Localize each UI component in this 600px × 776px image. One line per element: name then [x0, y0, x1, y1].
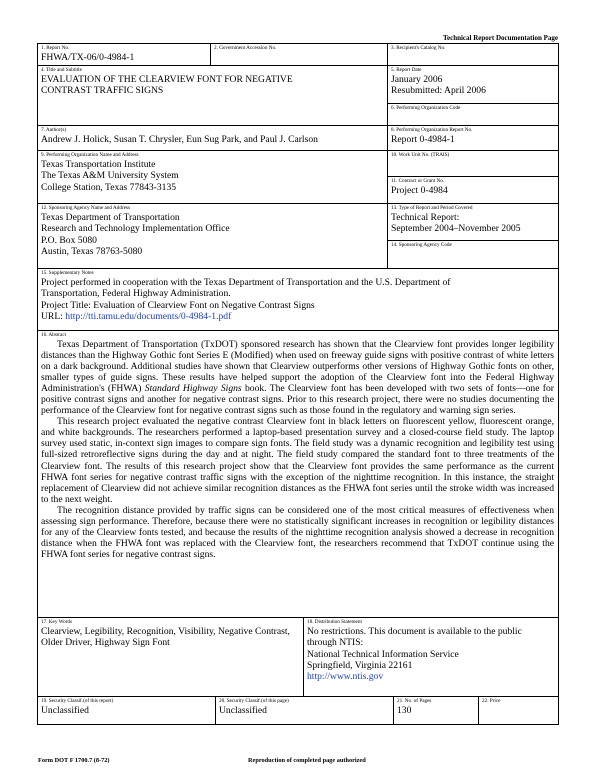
field-recipient-catalog — [388, 44, 558, 65]
sponsoring-agency-line-4: Austin, Texas 78763-5080 — [41, 245, 143, 257]
field-num-pages — [394, 697, 479, 724]
authors-value: Andrew J. Holick, Susan T. Chrysler, Eun Sug Park, and Paul J. Carlson — [41, 134, 318, 145]
performing-org-line-3: College Station, Texas 77843-3135 — [41, 181, 177, 193]
supplementary-line-1: Project performed in cooperation with the Texas Department of Transportation and the U.S. Department of — [41, 277, 451, 288]
field-performing-org-report — [388, 126, 558, 150]
performing-org-report-label: 8. Performing Organization Report No. — [391, 127, 473, 133]
distribution-line-1: No restrictions. This document is available to the public — [307, 626, 522, 637]
field-report-no — [38, 44, 211, 65]
abstract-p1-part-a: Texas Department of Transportation (TxDOT) sponsored research has shown that the Clearview font provides longer legibility distances than the Highway Gothic font Series E (Modified) when used on freeway guide signs with positive contrast of white letters on a dark background. Additional studies have shown that Clearview outperforms other versions of Highway Gothic fonts on other, smaller types of guide signs. These results have helped support the adoption of the Clearview font into the Federal Highway Administration's (FHWA) — [41, 339, 554, 395]
title-line-1: EVALUATION OF THE CLEARVIEW FONT FOR NEGATIVE — [41, 74, 293, 85]
security-page-label: 20. Security Classif.(of this page) — [219, 698, 289, 704]
abstract-paragraph-2: This research project evaluated the negative contrast Clearview font in black letters on fluorescent yellow, fluorescent orange, and white backgrounds. The researchers performed a laptop-based presentation survey and a closed-course field study. The laptop survey used static, in-context sign images to compare sign fonts. The field study was a dynamic recognition and legibility test using full-sized retroreflective signs during the day and at night. The field study compared the standard font to three treatments of the Clearview font. The results of this research project show that the Clearview font provides the same performance as the current FHWA font series for negative contrast traffic signs with the exception of the nighttime recognition. In this instance, the straight replacement of Clearview did not achieve similar recognition distances as the FHWA font series until the stroke width was increased to the next weight. — [41, 416, 554, 505]
row-supplementary — [38, 269, 558, 331]
row-keywords-distribution — [38, 618, 558, 697]
report-no-value: FHWA/TX-06/0-4984-1 — [41, 52, 135, 63]
title-subtitle-label: 4. Title and Subtitle — [41, 67, 82, 73]
key-words-value: Clearview, Legibility, Recognition, Visibility, Negative Contrast, Older Driver, Highway Sign Font — [41, 626, 290, 649]
distribution-line-2: through NTIS: — [307, 637, 364, 649]
row-title-date — [38, 66, 558, 126]
field-report-type — [388, 204, 558, 240]
abstract-paragraph-3: The recognition distance provided by traffic signs can be considered one of the most critical measures of effectiveness when assessing sign performance. Therefore, because there were no statistically significant increases in recognition or legibility distances for any of the Clearview fonts tested, and because the results of the nighttime recognition analysis showed a decrease in recognition distance when the FHWA font was replaced with the Clearview font, the researchers recommend that TxDOT continue using the FHWA font series for negative contrast signs. — [41, 504, 554, 560]
field-gov-accession — [211, 44, 388, 65]
report-date-label: 5. Report Date — [391, 67, 422, 73]
row-authors — [38, 126, 558, 151]
supplementary-url-link[interactable]: http://tti.tamu.edu/documents/0-4984-1.pdf — [65, 310, 232, 322]
distribution-url-line — [307, 671, 555, 682]
distribution-label: 18. Distribution Statement — [307, 619, 362, 625]
recipient-catalog-label: 3. Recipient's Catalog No. — [391, 45, 446, 51]
authors-label: 7. Author(s) — [41, 127, 67, 133]
reproduction-note: Reproduction of completed page authorized — [248, 757, 366, 764]
row-sponsoring-agency — [38, 204, 558, 269]
distribution-line-4: Springfield, Virginia 22161 — [307, 659, 413, 671]
row-performing-org — [38, 151, 558, 204]
field-performing-org-code — [388, 103, 558, 113]
performing-org-code-label: 6. Performing Organization Code — [391, 105, 461, 111]
key-words-label: 17. Key Words — [41, 619, 73, 625]
field-report-type-group — [388, 204, 558, 268]
contract-grant-value: Project 0-4984 — [391, 185, 448, 196]
abstract-p1-emphasis: Standard Highway Signs — [144, 383, 242, 395]
abstract-p1-part-b: book. The Clearview font has been developed with two sets of fonts—one for positive contrast signs and another for negative contrast signs. Prior to this research project, there were no studies documenting the performance of the Clearview font for negative contrast signs such as those found in the regulatory and warning sign series. — [41, 383, 554, 417]
field-sponsoring-agency-code — [388, 240, 558, 250]
sponsoring-agency-line-3: P.O. Box 5080 — [41, 234, 97, 246]
num-pages-label: 21. No. of Pages — [397, 698, 432, 704]
distribution-line-3: National Technical Information Service — [307, 648, 459, 660]
distribution-url-link[interactable]: http://www.ntis.gov — [307, 671, 384, 683]
field-performing-org-name — [38, 151, 388, 203]
sponsoring-agency-code-label: 14. Sponsoring Agency Code — [391, 242, 452, 248]
field-price — [479, 697, 558, 724]
field-sponsoring-agency — [38, 204, 388, 268]
performing-org-line-2: The Texas A&M University System — [41, 170, 179, 182]
contract-grant-label: 11. Contract or Grant No. — [391, 178, 445, 184]
price-label: 22. Price — [482, 698, 501, 704]
field-supplementary-notes — [38, 269, 558, 330]
row-security-pages-price — [38, 697, 558, 725]
report-date-line-1: January 2006 — [391, 74, 443, 85]
field-security-report — [38, 697, 216, 724]
supplementary-url-line — [41, 311, 555, 322]
field-authors — [38, 126, 388, 150]
sponsoring-agency-line-2: Research and Technology Implementation Office — [41, 223, 230, 235]
gov-accession-label: 2. Government Accession No. — [214, 45, 277, 51]
abstract-body — [38, 339, 558, 560]
performing-org-line-1: Texas Transportation Institute — [41, 159, 156, 170]
field-report-date — [388, 66, 558, 103]
report-type-label: 13. Type of Report and Period Covered — [391, 205, 473, 211]
performing-org-report-value: Report 0-4984-1 — [391, 134, 455, 145]
report-no-label: 1. Report No. — [41, 45, 70, 51]
security-page-value: Unclassified — [219, 705, 267, 716]
field-abstract — [38, 331, 558, 617]
performing-org-name-label: 9. Performing Organization Name and Address — [41, 152, 139, 158]
field-key-words — [38, 618, 304, 696]
page-header: Technical Report Documentation Page — [442, 34, 558, 42]
report-type-line-1: Technical Report: — [391, 212, 460, 223]
title-line-2: CONTRAST TRAFFIC SIGNS — [41, 85, 164, 97]
field-work-contract-group — [388, 151, 558, 203]
documentation-form — [37, 43, 559, 725]
security-report-value: Unclassified — [41, 705, 89, 716]
row-abstract — [38, 331, 558, 618]
field-work-unit — [388, 151, 558, 176]
security-report-label: 19. Security Classif.(of this report) — [41, 698, 114, 704]
work-unit-label: 10. Work Unit No. (TRAIS) — [391, 152, 450, 158]
form-id: Form DOT F 1700.7 (8-72) — [38, 757, 110, 764]
supplementary-line-2: Transportation, Federal Highway Administration. — [41, 288, 231, 300]
field-contract-grant — [388, 176, 558, 197]
abstract-label: 16. Abstract — [41, 332, 67, 338]
supplementary-label: 15. Supplementary Notes — [41, 270, 94, 276]
supplementary-line-3: Project Title: Evaluation of Clearview Font on Negative Contrast Signs — [41, 299, 315, 311]
report-date-line-2: Resubmitted: April 2006 — [391, 85, 486, 97]
field-report-date-group — [388, 66, 558, 125]
row-report-numbers — [38, 44, 558, 66]
abstract-paragraph-1 — [41, 339, 554, 416]
supplementary-url-prefix: URL: — [41, 310, 66, 322]
sponsoring-agency-line-1: Texas Department of Transportation — [41, 212, 180, 223]
num-pages-value: 130 — [397, 705, 412, 716]
report-type-line-2: September 2004–November 2005 — [391, 223, 521, 235]
sponsoring-agency-label: 12. Sponsoring Agency Name and Address — [41, 205, 131, 211]
field-security-page — [216, 697, 394, 724]
field-distribution-statement — [304, 618, 558, 696]
field-title-subtitle — [38, 66, 388, 125]
